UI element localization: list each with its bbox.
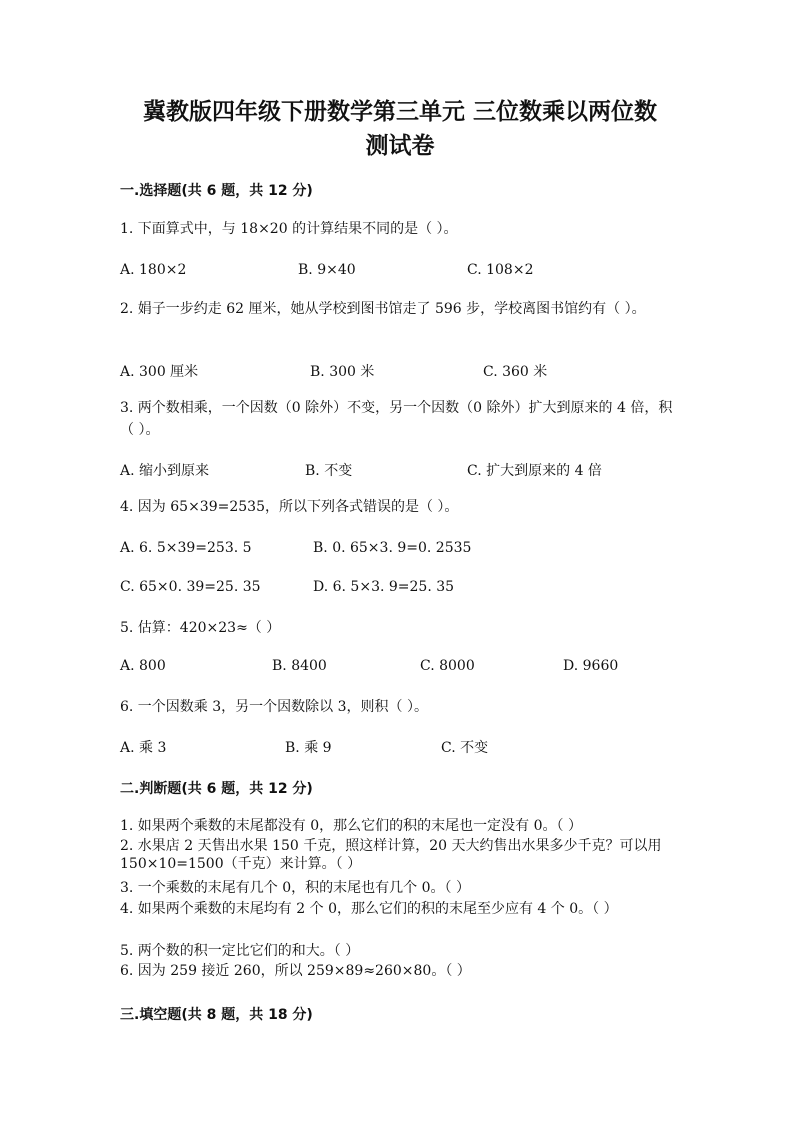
q4-option-a: A. 6. 5×39=253. 5 <box>120 540 252 556</box>
judge-item-1: 1. 如果两个乘数的末尾都没有 0，那么它们的积的末尾也一定没有 0。（ ） <box>120 818 582 834</box>
q2-option-c: C. 360 米 <box>483 364 548 380</box>
q4-option-d: D. 6. 5×3. 9=25. 35 <box>313 579 455 595</box>
q2-option-a: A. 300 厘米 <box>120 364 199 380</box>
q3-option-b: B. 不变 <box>305 463 353 479</box>
judge-item-6: 6. 因为 259 接近 260，所以 259×89≈260×80。（ ） <box>120 963 471 979</box>
exam-title-line-2: 测试卷 <box>365 133 435 159</box>
section-heading-choice: 一.选择题(共 6 题，共 12 分) <box>120 183 313 199</box>
q4-option-c: C. 65×0. 39=25. 35 <box>120 579 261 595</box>
q3-option-a: A. 缩小到原来 <box>120 463 210 479</box>
q5-option-b: B. 8400 <box>272 658 327 674</box>
q5-option-a: A. 800 <box>120 658 166 674</box>
q4-option-b: B. 0. 65×3. 9=0. 2535 <box>313 540 472 556</box>
question-6: 6. 一个因数乘 3，另一个因数除以 3，则积（ ）。 <box>120 699 428 715</box>
q1-option-a: A. 180×2 <box>120 262 187 278</box>
q3-option-c: C. 扩大到原来的 4 倍 <box>467 463 602 479</box>
question-3: 3. 两个数相乘，一个因数（0 除外）不变，另一个因数（0 除外）扩大到原来的 4 倍，积（ ）。 <box>120 400 673 438</box>
q6-option-c: C. 不变 <box>441 740 489 756</box>
judge-item-2: 2. 水果店 2 天售出水果 150 千克，照这样计算，20 天大约售出水果多少千克？可以用 150×10=1500（千克）来计算。（ ） <box>120 838 662 872</box>
q6-option-b: B. 乘 9 <box>285 740 332 756</box>
q2-option-b: B. 300 米 <box>310 364 375 380</box>
judge-item-4: 4. 如果两个乘数的末尾均有 2 个 0，那么它们的积的末尾至少应有 4 个 0。（ ） <box>120 901 618 917</box>
exam-title-line-1: 冀教版四年级下册数学第三单元 三位数乘以两位数 <box>142 99 657 125</box>
section-heading-fill-blank: 三.填空题(共 8 题，共 18 分) <box>120 1007 313 1023</box>
q1-option-b: B. 9×40 <box>298 262 356 278</box>
q5-option-c: C. 8000 <box>420 658 475 674</box>
question-1: 1. 下面算式中，与 18×20 的计算结果不同的是（ ）。 <box>120 221 458 237</box>
q1-option-c: C. 108×2 <box>467 262 534 278</box>
judge-item-3: 3. 一个乘数的末尾有几个 0，积的末尾也有几个 0。（ ） <box>120 880 470 896</box>
section-heading-true-false: 二.判断题(共 6 题，共 12 分) <box>120 781 313 797</box>
question-5: 5. 估算：420×23≈（ ） <box>120 620 281 636</box>
question-2: 2. 娟子一步约走 62 厘米，她从学校到图书馆走了 596 步，学校离图书馆约有（ ）。 <box>120 301 646 317</box>
q5-option-d: D. 9660 <box>563 658 619 674</box>
question-4: 4. 因为 65×39=2535，所以下列各式错误的是（ ）。 <box>120 499 459 515</box>
q6-option-a: A. 乘 3 <box>120 740 167 756</box>
judge-item-5: 5. 两个数的积一定比它们的和大。（ ） <box>120 943 360 959</box>
